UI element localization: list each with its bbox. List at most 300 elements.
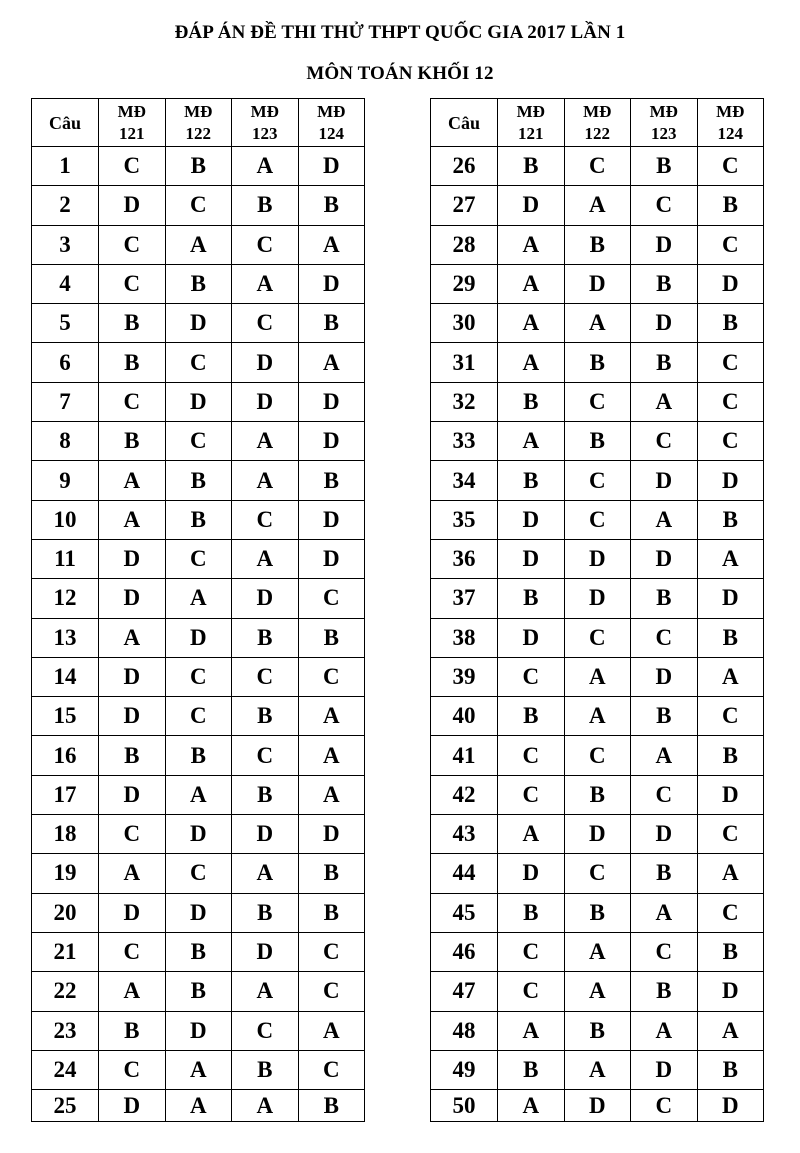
answer-cell: D [298,264,365,303]
code-number: 121 [119,123,145,143]
answer-cell: D [298,147,365,186]
answer-cell: D [99,657,166,696]
code-column-header [697,99,764,147]
answer-cell: D [99,893,166,932]
question-number: 26 [431,147,498,186]
table-row [431,1011,764,1050]
question-number: 30 [431,304,498,343]
answer-cell: D [631,815,698,854]
table-row [32,1011,365,1050]
answer-cell: A [298,736,365,775]
table-row [32,697,365,736]
answer-cell: D [99,1090,166,1122]
answer-cell: D [232,382,299,421]
table-row [431,186,764,225]
question-number: 4 [32,264,99,303]
answer-cell: C [697,893,764,932]
answer-cell: A [232,854,299,893]
answer-cell: C [631,422,698,461]
answer-cell: B [298,618,365,657]
answer-cell: B [99,304,166,343]
question-number: 3 [32,225,99,264]
answer-cell: D [697,775,764,814]
table-row [32,854,365,893]
answer-cell: B [631,579,698,618]
answer-cell: B [165,147,232,186]
answer-cell: D [564,579,631,618]
answer-cell: B [298,893,365,932]
table-row [32,225,365,264]
answer-cell: B [631,972,698,1011]
answer-cell: D [232,579,299,618]
answer-cell: D [99,697,166,736]
answer-cell: C [165,422,232,461]
answer-cell: C [298,932,365,971]
answer-cell: B [631,343,698,382]
question-number: 28 [431,225,498,264]
table-row [32,736,365,775]
answer-cell: B [298,461,365,500]
answer-cell: A [99,854,166,893]
answer-cell: A [99,500,166,539]
answer-cell: A [498,343,565,382]
answer-cell: C [564,618,631,657]
answer-cell: A [165,1090,232,1122]
question-number: 38 [431,618,498,657]
question-number: 19 [32,854,99,893]
answer-cell: D [631,539,698,578]
question-number: 32 [431,382,498,421]
code-prefix: MĐ [583,101,612,121]
table-row [32,972,365,1011]
answer-cell: D [564,264,631,303]
answer-cell: B [165,972,232,1011]
table-row [431,697,764,736]
code-prefix: MĐ [516,101,545,121]
code-column-header [298,99,365,147]
answer-cell: C [232,1011,299,1050]
table-row [32,186,365,225]
answer-cell: A [99,972,166,1011]
answer-cell: C [564,461,631,500]
question-number: 40 [431,697,498,736]
table-row [32,343,365,382]
question-number: 14 [32,657,99,696]
answer-cell: D [99,579,166,618]
answer-cell: A [697,657,764,696]
table-row [32,304,365,343]
answer-cell: C [498,775,565,814]
answer-cell: A [631,1011,698,1050]
table-row [431,893,764,932]
page-subtitle: MÔN TOÁN KHỐI 12 [306,63,494,84]
answer-cell: B [232,697,299,736]
answer-cell: D [564,1090,631,1122]
answer-cell: B [631,697,698,736]
answer-cell: C [631,618,698,657]
answer-cell: B [298,854,365,893]
question-number: 29 [431,264,498,303]
answer-cell: C [232,500,299,539]
question-number: 37 [431,579,498,618]
answer-cell: A [165,225,232,264]
question-column-header: Câu [32,99,99,147]
answer-cell: C [99,264,166,303]
answer-cell: D [232,932,299,971]
code-column-header [232,99,299,147]
answer-cell: B [564,225,631,264]
table-header-row [431,99,764,147]
code-prefix: MĐ [250,101,279,121]
question-number: 39 [431,657,498,696]
answer-cell: B [697,618,764,657]
answer-cell: D [99,775,166,814]
code-number: 124 [318,123,344,143]
question-number: 16 [32,736,99,775]
answer-cell: A [232,422,299,461]
answer-cell: B [165,500,232,539]
answer-cell: B [165,264,232,303]
answer-cell: A [498,422,565,461]
answer-cell: D [631,461,698,500]
answer-cell: A [498,264,565,303]
code-column-header [564,99,631,147]
answer-cell: A [232,147,299,186]
question-number: 2 [32,186,99,225]
table-row [32,147,365,186]
answer-cell: B [498,461,565,500]
answer-cell: C [232,225,299,264]
answer-cell: A [165,579,232,618]
answer-cell: A [697,1011,764,1050]
answer-cell: C [298,972,365,1011]
answer-cell: B [564,343,631,382]
question-number: 48 [431,1011,498,1050]
table-row [32,1050,365,1089]
answer-table-left [31,98,365,1122]
answer-cell: B [498,579,565,618]
answer-cell: B [631,854,698,893]
question-number: 27 [431,186,498,225]
answer-cell: C [298,657,365,696]
answer-cell: A [498,1090,565,1122]
code-prefix: MĐ [649,101,678,121]
answer-cell: A [564,186,631,225]
answer-cell: C [631,1090,698,1122]
table-row [431,579,764,618]
answer-cell: C [631,775,698,814]
question-number: 1 [32,147,99,186]
code-number: 121 [518,123,544,143]
answer-cell: B [498,1050,565,1089]
answer-cell: B [564,1011,631,1050]
table-row [32,539,365,578]
answer-cell: C [298,579,365,618]
answer-cell: D [165,815,232,854]
question-number: 46 [431,932,498,971]
answer-cell: D [631,1050,698,1089]
table-row [32,422,365,461]
code-column-header [631,99,698,147]
question-number: 34 [431,461,498,500]
answer-cell: A [232,1090,299,1122]
answer-cell: B [631,147,698,186]
answer-cell: D [697,1090,764,1122]
answer-cell: A [564,304,631,343]
table-row [431,972,764,1011]
answer-cell: B [232,1050,299,1089]
answer-cell: B [99,422,166,461]
answer-cell: A [99,461,166,500]
answer-cell: B [232,186,299,225]
answer-cell: C [99,932,166,971]
code-prefix: MĐ [317,101,346,121]
question-number: 5 [32,304,99,343]
answer-cell: B [631,264,698,303]
answer-cell: C [697,382,764,421]
answer-cell: C [165,697,232,736]
answer-cell: A [298,775,365,814]
answer-cell: A [564,657,631,696]
answer-cell: A [631,382,698,421]
answer-cell: A [298,697,365,736]
answer-cell: D [631,657,698,696]
answer-cell: C [99,147,166,186]
answer-cell: D [298,815,365,854]
table-row [431,304,764,343]
answer-cell: B [564,893,631,932]
code-number: 122 [584,123,610,143]
table-row [431,461,764,500]
answer-cell: D [498,500,565,539]
answer-cell: B [232,893,299,932]
answer-cell: B [298,304,365,343]
answer-cell: C [99,382,166,421]
answer-cell: D [165,382,232,421]
answer-cell: D [697,461,764,500]
answer-cell: C [165,657,232,696]
answer-cell: C [165,539,232,578]
answer-cell: A [165,775,232,814]
table-row [431,500,764,539]
question-number: 31 [431,343,498,382]
answer-cell: B [697,304,764,343]
question-number: 23 [32,1011,99,1050]
answer-cell: B [498,147,565,186]
code-number: 122 [185,123,211,143]
answer-cell: A [564,1050,631,1089]
code-column-header [99,99,166,147]
table-row [431,539,764,578]
answer-cell: B [564,775,631,814]
question-number: 9 [32,461,99,500]
answer-table-right [430,98,764,1122]
question-number: 49 [431,1050,498,1089]
answer-cell: C [232,736,299,775]
question-number: 35 [431,500,498,539]
table-row [431,736,764,775]
answer-cell: D [564,815,631,854]
answer-cell: B [298,186,365,225]
table-row [431,775,764,814]
question-number: 15 [32,697,99,736]
answer-cell: B [564,422,631,461]
answer-cell: A [165,1050,232,1089]
answer-cell: C [697,147,764,186]
answer-cell: D [165,618,232,657]
answer-cell: D [99,186,166,225]
question-number: 44 [431,854,498,893]
answer-cell: D [498,618,565,657]
table-row [32,815,365,854]
answer-cell: B [232,618,299,657]
answer-cell: A [631,500,698,539]
question-number: 7 [32,382,99,421]
answer-cell: B [498,893,565,932]
question-number: 12 [32,579,99,618]
code-number: 124 [717,123,743,143]
table-row [32,579,365,618]
question-number: 50 [431,1090,498,1122]
answer-cell: A [498,304,565,343]
answer-cell: C [631,186,698,225]
answer-cell: D [298,422,365,461]
code-column-header [498,99,565,147]
question-number: 6 [32,343,99,382]
table-row [431,854,764,893]
answer-cell: B [697,736,764,775]
answer-cell: C [498,657,565,696]
question-number: 13 [32,618,99,657]
answer-cell: D [498,854,565,893]
answer-cell: B [99,1011,166,1050]
page-title: ĐÁP ÁN ĐỀ THI THỬ THPT QUỐC GIA 2017 LẦN 1 [174,22,626,43]
answer-cell: C [697,343,764,382]
answer-cell: C [697,815,764,854]
answer-cell: A [498,225,565,264]
table-row [32,500,365,539]
table-header-row [32,99,365,147]
table-row [431,618,764,657]
table-row [431,343,764,382]
question-number: 36 [431,539,498,578]
answer-cell: B [697,932,764,971]
answer-cell: A [564,972,631,1011]
answer-cell: B [99,343,166,382]
answer-cell: C [165,343,232,382]
code-number: 123 [651,123,677,143]
answer-cell: C [697,422,764,461]
answer-cell: C [498,932,565,971]
answer-cell: C [631,932,698,971]
table-row [32,775,365,814]
answer-cell: A [232,264,299,303]
answer-cell: B [498,382,565,421]
question-number: 25 [32,1090,99,1122]
table-row [431,815,764,854]
question-number: 21 [32,932,99,971]
answer-cell: A [99,618,166,657]
table-row [431,147,764,186]
table-row [32,1090,365,1122]
answer-cell: A [298,343,365,382]
answer-cell: C [697,225,764,264]
code-column-header [165,99,232,147]
answer-cell: B [498,697,565,736]
question-number: 45 [431,893,498,932]
answer-cell: B [697,500,764,539]
question-number: 8 [32,422,99,461]
code-prefix: MĐ [716,101,745,121]
answer-cell: C [564,500,631,539]
answer-cell: D [498,539,565,578]
code-prefix: MĐ [184,101,213,121]
answer-cell: D [232,815,299,854]
answer-cell: A [498,815,565,854]
answer-cell: C [99,815,166,854]
answer-cell: D [298,539,365,578]
answer-cell: B [165,932,232,971]
table-row [32,893,365,932]
answer-cell: C [564,854,631,893]
answer-cell: A [564,697,631,736]
answer-cell: C [564,382,631,421]
answer-cell: D [165,893,232,932]
answer-cell: C [564,147,631,186]
table-row [431,225,764,264]
question-number: 20 [32,893,99,932]
answer-cell: D [697,579,764,618]
answer-cell: C [697,697,764,736]
table-row [32,932,365,971]
question-number: 47 [431,972,498,1011]
code-number: 123 [252,123,278,143]
answer-cell: B [697,186,764,225]
answer-cell: A [631,893,698,932]
answer-cell: C [564,736,631,775]
answer-cell: C [498,972,565,1011]
question-number: 24 [32,1050,99,1089]
table-row [32,264,365,303]
answer-cell: A [697,539,764,578]
table-row [32,657,365,696]
answer-cell: C [165,854,232,893]
question-number: 43 [431,815,498,854]
table-row [431,382,764,421]
table-row [431,1090,764,1122]
answer-cell: A [564,932,631,971]
question-number: 11 [32,539,99,578]
table-row [431,657,764,696]
question-number: 18 [32,815,99,854]
question-number: 33 [431,422,498,461]
question-number: 42 [431,775,498,814]
answer-cell: C [232,657,299,696]
question-number: 17 [32,775,99,814]
answer-cell: D [165,304,232,343]
question-number: 41 [431,736,498,775]
answer-cell: D [99,539,166,578]
answer-cell: A [631,736,698,775]
answer-cell: D [631,225,698,264]
code-prefix: MĐ [117,101,146,121]
answer-cell: D [564,539,631,578]
answer-cell: C [232,304,299,343]
table-row [431,264,764,303]
answer-cell: D [232,343,299,382]
answer-cell: A [232,539,299,578]
answer-cell: C [498,736,565,775]
